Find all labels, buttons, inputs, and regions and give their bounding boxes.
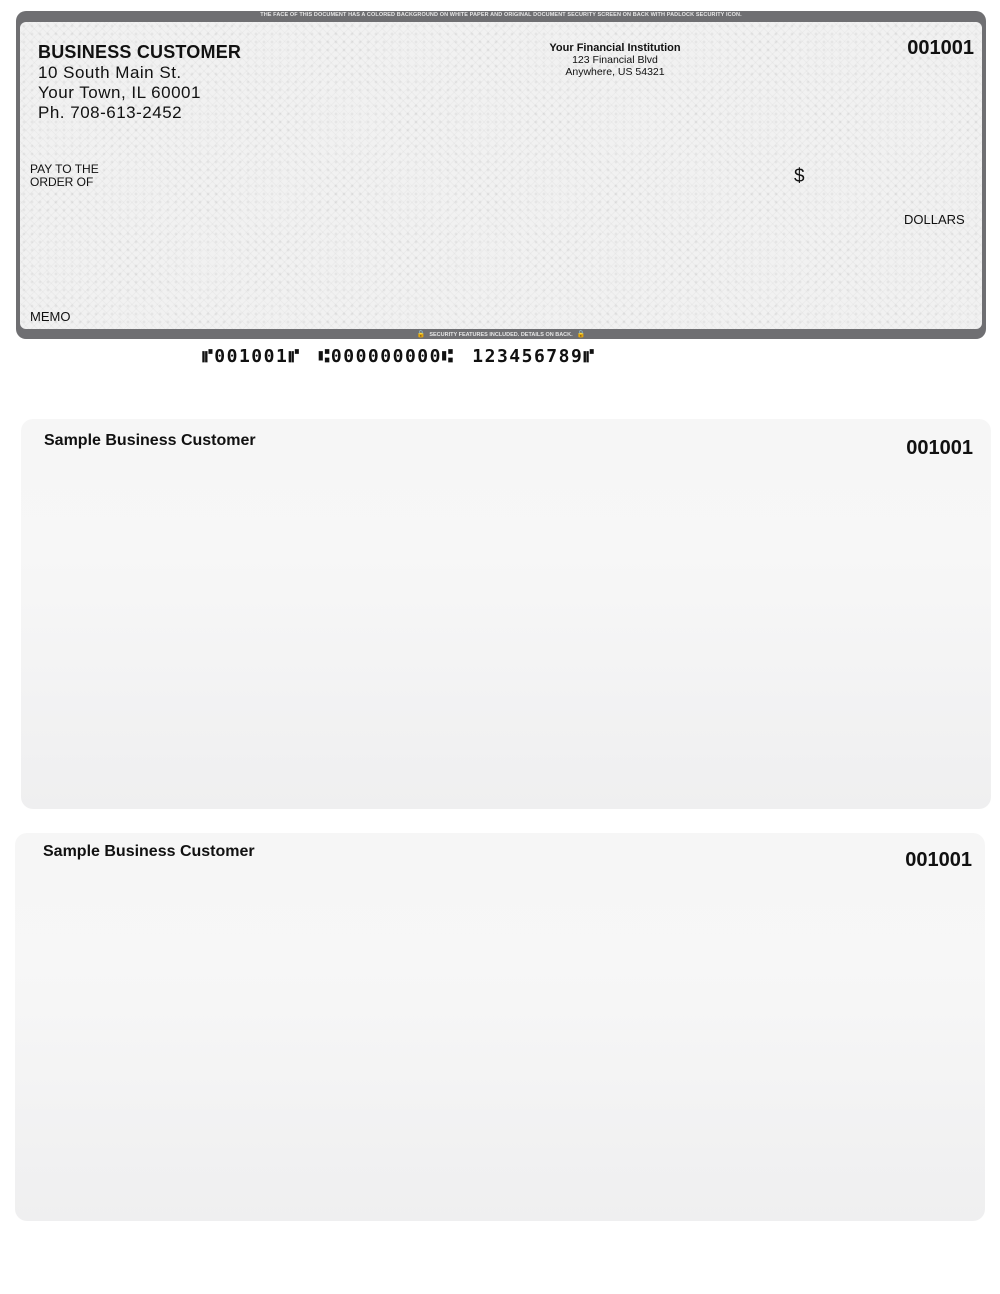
micr-routing-number: ⑆000000000⑆ xyxy=(318,346,455,367)
security-notice-bottom-text: SECURITY FEATURES INCLUDED. DETAILS ON BACK. xyxy=(429,332,573,338)
micr-line xyxy=(202,346,596,367)
dollars-label: DOLLARS xyxy=(904,212,965,227)
padlock-icon: 🔒 xyxy=(416,331,426,338)
check xyxy=(16,11,986,339)
padlock-icon: 🔒 xyxy=(576,331,586,338)
pay-to-label-line2: ORDER OF xyxy=(30,175,94,189)
security-notice-bottom xyxy=(16,330,986,338)
stub-check-number: 001001 xyxy=(905,849,972,871)
bank-address-line2: Anywhere, US 54321 xyxy=(565,66,665,78)
bank-name: Your Financial Institution xyxy=(549,42,681,54)
check-number: 001001 xyxy=(907,37,974,59)
pay-to-label-line1: PAY TO THE xyxy=(30,162,99,176)
business-name: BUSINESS CUSTOMER xyxy=(38,42,242,62)
dollar-sign: $ xyxy=(794,166,805,187)
stub-customer-name: Sample Business Customer xyxy=(43,843,255,860)
business-address-line2: Your Town, IL 60001 xyxy=(38,83,201,102)
memo-label: MEMO xyxy=(30,309,71,324)
check-face xyxy=(20,22,982,329)
stub-check-number: 001001 xyxy=(906,437,973,459)
micr-check-number: ⑈001001⑈ xyxy=(202,346,301,367)
stub-customer-name: Sample Business Customer xyxy=(44,432,256,449)
security-notice-top: THE FACE OF THIS DOCUMENT HAS A COLORED BACKGROUND ON WHITE PAPER AND ORIGINAL DOCUMENT SECURITY SCREEN ON BACK WITH PADLOCK SECURITY ICON. xyxy=(260,12,742,18)
check-stub xyxy=(15,833,985,1221)
micr-account-number: 123456789⑈ xyxy=(472,346,596,367)
business-phone: Ph. 708-613-2452 xyxy=(38,103,183,122)
business-address-line1: 10 South Main St. xyxy=(38,63,182,82)
bank-address-line1: 123 Financial Blvd xyxy=(572,54,658,66)
check-stub xyxy=(21,419,991,809)
pay-to-label xyxy=(30,163,99,189)
